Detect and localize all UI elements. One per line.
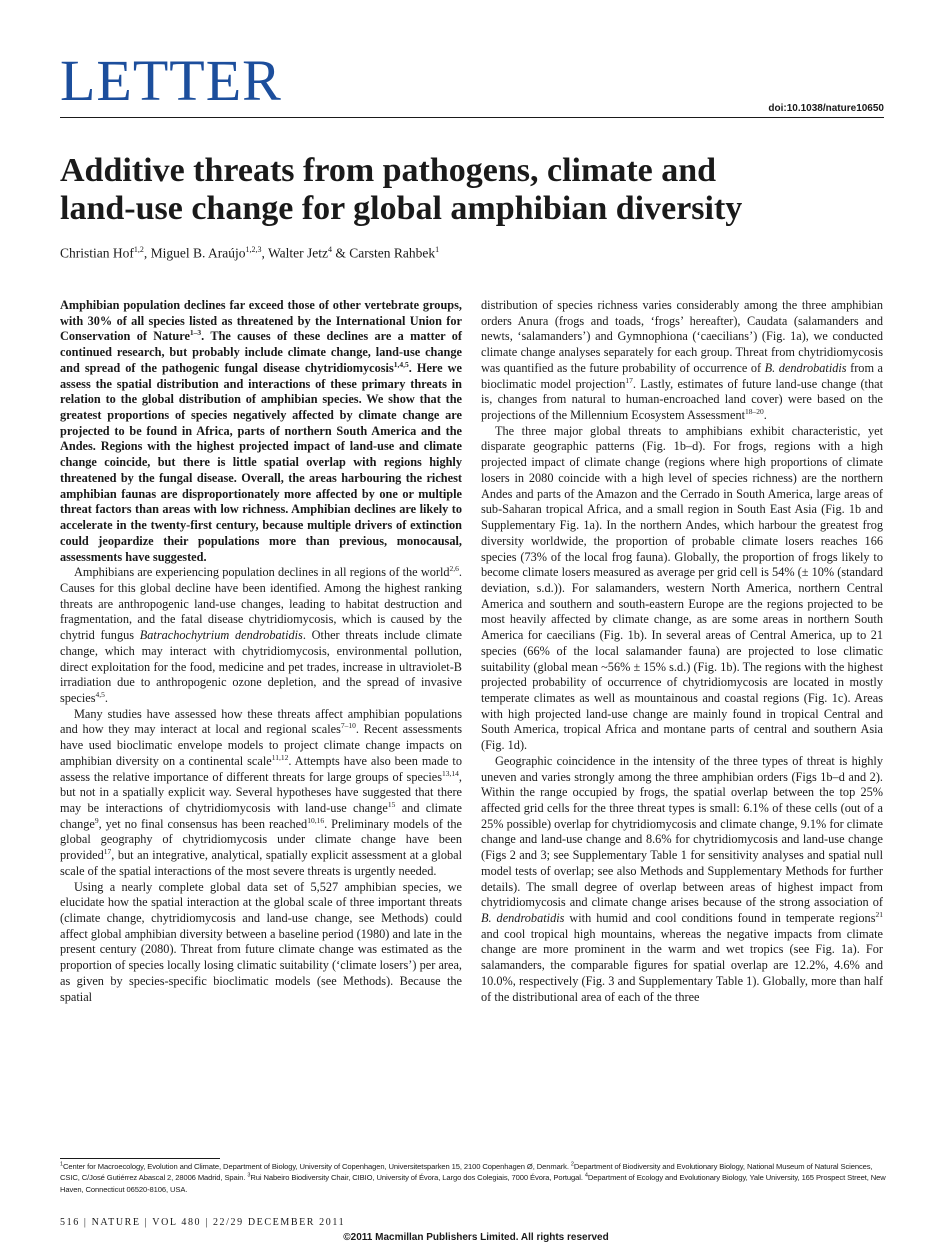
title-line-1: Additive threats from pathogens, climate and — [60, 152, 717, 189]
author-name[interactable]: Carsten Rahbek — [349, 245, 436, 261]
reference-citation[interactable]: 17 — [103, 847, 112, 857]
doi[interactable]: doi:10.1038/nature10650 — [768, 103, 884, 114]
reference-citation[interactable]: 13,14 — [442, 768, 459, 778]
reference-citation[interactable]: 21 — [875, 909, 883, 919]
body-paragraph — [481, 754, 883, 1006]
abstract-paragraph — [60, 298, 462, 565]
text-run: Department of Biodiversity and Evolutionary Biology, National Museum of Natural Sciences, CSIC, C/José Gutiérrez Abascal 2, 28006 Madrid, Spain. — [60, 1162, 873, 1183]
author-name[interactable]: Christian Hof — [60, 245, 134, 261]
text-run: with humid and cool conditions found in temperate regions — [564, 911, 876, 926]
reference-citation[interactable]: 2 — [570, 1161, 574, 1168]
italic-term: B. dendrobatidis — [481, 911, 565, 926]
text-run: , yet no final consensus has been reached — [98, 816, 308, 831]
text-run: and cool tropical high mountains, whereas the negative impacts from climate change are more prominent in the warm and wet tropics (see Fig. 1a). For salamanders, the comparable figures for spatial overlap are 12.2%, 4.6% and 10.0%, respectively (Fig. 3 and Supplementary Table 1). Globally, more than half of the distributional area of each of the three — [481, 926, 883, 1004]
reference-citation[interactable]: 4 — [584, 1172, 588, 1179]
text-run: , but an integrative, analytical, spatially explicit assessment at a global scale of the spatial interactions of the most severe threats is urgently needed. — [60, 848, 462, 878]
reference-citation[interactable]: 7–10 — [340, 721, 356, 731]
text-run: from a bioclimatic model projection — [481, 360, 883, 391]
italic-term: B. dendrobatidis — [764, 360, 847, 375]
body-paragraph — [60, 707, 462, 880]
author-affiliation: 1,2 — [133, 245, 144, 254]
text-run: . Lastly, estimates of future land-use change (that is, changes from natural to human-encroached land cover) were based on the projections of the Millennium Ecosystem Assessment — [481, 376, 884, 423]
author-separator: , — [261, 245, 269, 261]
text-run: Center for Macroecology, Evolution and Climate, Department of Biology, University of Copenhagen, Universitetsparken 15, 2100 Copenhagen Ø, Denmark. — [62, 1162, 571, 1171]
body-paragraph — [481, 424, 883, 754]
text-run: Department of Ecology and Evolutionary Biology, Yale University, 165 Prospect Street, New Haven, Connecticut 06520-8106, USA. — [60, 1173, 886, 1194]
page-folio: 516 | NATURE | VOL 480 | 22/29 DECEMBER 2011 — [60, 1217, 346, 1228]
reference-citation[interactable]: 17 — [625, 375, 633, 385]
reference-citation[interactable]: 3 — [247, 1172, 251, 1179]
reference-citation[interactable]: 1–3 — [189, 328, 202, 338]
reference-citation[interactable]: 4,5 — [95, 689, 105, 699]
text-run: and climate change — [60, 801, 462, 831]
body-paragraph — [60, 565, 462, 706]
header-rule — [60, 117, 884, 118]
reference-citation[interactable]: 1 — [60, 1161, 63, 1168]
text-run: Amphibian population declines far exceed those of other vertebrate groups, with 30% of all species listed as threatened by the International Union for Conservation of Nature — [60, 298, 462, 344]
text-run: , but not in a spatially explicit way. Several hypotheses have suggested that there may be interactions of chytridiomycosis with land-use change — [60, 769, 462, 815]
footnote-rule — [60, 1158, 220, 1159]
text-run: Using a nearly complete global data set of 5,527 amphibian species, we elucidate how the spatial interaction at the global scale of three important threats (climate change, chytridiomycosis and land-use change, see Methods) could affect global amphibian diversity between a baseline period (1980) and late in the present century (2080). Threat from future climate change was estimated as the proportion of species locally losing climatic suitability (‘climate losers’) per area, as given by species-specific bioclimatic models (see Methods). Because the spatial — [60, 879, 462, 1004]
author-affiliation: 4 — [328, 245, 333, 254]
text-run: Geographic coincidence in the intensity of the three types of threat is highly uneven and varies strongly among the three amphibian orders (Figs 1b–d and 2). Within the range occupied by frogs, the spatial overlap between the top 25% affected grid cells for the three threat types is small: 6.1% of these cells (out of a 25% possible) overlap for chytridiomycosis and climate change, 9.1% for climate change and land-use change and 8.6% for chytridiomycosis and land-use change (Figs 2 and 3; see Supplementary Table 1 for sensitivity analyses and spatial null model tests of overlap; see also Methods and Supplementary Methods for further details). The small degree of overlap between areas of highest impact from chytridiomycosis and climate change arises because of the strong association of — [481, 753, 883, 910]
reference-citation[interactable]: 18–20 — [745, 406, 764, 416]
author-affiliation: 1,2,3 — [245, 245, 262, 254]
text-run: . Here we assess the spatial distribution and interactions of these primary threats in relation to the global distribution of amphibian species. We show that the greatest proportions of species negatively affected by climate change are projected to be found in Africa, parts of northern South America and the Andes. Regions with the highest projected impact of land-use and climate change coincide, but there is little spatial overlap with regions highly threatened by the fungal disease. Overall, the areas harbouring the richest amphibian faunas are disproportionately more affected by one or multiple threat factors than areas with low richness. Amphibian declines are likely to accelerate in the twenty-first century, because multiple drivers of extinction could jeopardize their populations more than previous, monocausal, assessments have suggested. — [60, 360, 462, 564]
text-run: Amphibians are experiencing population declines in all regions of the world — [74, 565, 450, 580]
text-run: distribution of species richness varies considerably among the three amphibian orders Anura (frogs and toads, ‘frogs’ hereafter), Caudata (salamanders and newts, ‘salamanders’) and Gymnophiona (‘caecilians’) (Fig. 1a), we conducted climate change analyses separately for each group. Threat from chytridiomycosis was quantified as the future probability of occurrence of — [481, 298, 883, 375]
author-name[interactable]: Walter Jetz — [268, 245, 329, 261]
text-run: . Recent assessments have used bioclimatic envelope models to project climate change impacts on amphibian diversity on a continental scale — [60, 722, 462, 768]
title-line-2: land-use change for global amphibian diversity — [60, 190, 743, 227]
author-name[interactable]: Miguel B. Araújo — [150, 245, 246, 261]
author-separator: , — [143, 245, 151, 261]
affiliation-footnotes — [60, 1161, 886, 1195]
text-run: . Attempts have also been made to assess the relative importance of different threats for large groups of species — [60, 753, 463, 784]
author-separator: & — [332, 245, 350, 261]
text-run: . — [104, 690, 108, 705]
body-paragraph — [60, 880, 462, 1006]
reference-citation[interactable]: 1,4,5 — [393, 359, 409, 369]
reference-citation[interactable]: 10,16 — [307, 815, 325, 825]
text-run: . Causes for this global decline have been identified. Among the highest ranking threats are anthropogenic land-use changes, leading to habitat destruction and fragmentation, and the fatal disease chytridiomycosis, which is caused by the chytrid fungus — [60, 565, 462, 643]
body-paragraph — [481, 298, 883, 424]
affiliation-footnote-text — [60, 1161, 886, 1195]
right-text-column — [481, 298, 883, 1005]
text-run: . Preliminary models of the global geography of chytridiomycosis under climate change have been provided — [60, 816, 462, 863]
copyright-notice: ©2011 Macmillan Publishers Limited. All rights reserved — [343, 1232, 609, 1243]
article-title — [60, 152, 890, 228]
author-affiliation: 1 — [435, 245, 440, 254]
text-run: Many studies have assessed how these threats affect amphibian populations and how they may interact at local and regional scales — [60, 706, 462, 737]
text-run: . The causes of these declines are a matter of continued research, but probably include climate change, land-use change and spread of the pathogenic fungal disease chytridiomycosis — [60, 329, 462, 375]
text-run: The three major global threats to amphibians exhibit characteristic, yet disparate geographic patterns (Fig. 1b–d). For frogs, regions with a high projected impact of climate change (regions where high proportions of climate losers in 2080 coincide with a high level of species richness) are the northern Andes and parts of the Amazon and the Cerrado in South America, large areas of sub-Saharan tropical Africa, and a small region in South East Asia (Fig. 1b and Supplementary Fig. 1a). In the northern Andes, which harbour the greatest frog diversity worldwide, the proportion of probable climate losers reaches 166 species (73% of the local frog fauna). Globally, the proportion of frogs likely to become climate losers measured as average per grid cell is 54% (± 10% (standard deviation, s.d.)). For salamanders, western North America, northern Central America and southern and south-eastern Europe are the regions projected to be most heavily affected by climate change, as are some areas in northern South America for caecilians (Fig. 1b). In several areas of Central America, up to 21 species (66% of the local salamander fauna) are projected to lose climatic suitability (global mean ~56% ± 15% s.d.) (Fig. 1b). The regions with the highest projected probability of occurrence of chytridiomycosis are located in mostly temperate climates as well as mountainous and coastal regions (Fig. 1c). Areas with high projected land-use change are mainly found in tropical Central and South America, tropical Africa and montane parts of central and southern Asia (Fig. 1d). — [481, 423, 883, 753]
left-text-column — [60, 298, 462, 1005]
reference-citation[interactable]: 9 — [94, 815, 99, 825]
reference-citation[interactable]: 11,12 — [271, 752, 289, 762]
author-list — [60, 245, 439, 262]
italic-term: Batrachochytrium dendrobatidis — [139, 628, 303, 643]
text-run: Rui Nabeiro Biodiversity Chair, CIBIO, University of Évora, Largo dos Colegiais, 7000 Évora, Portugal. — [250, 1173, 585, 1183]
text-run: . Other threats include climate change, which may interact with chytridiomycosis, environmental pollution, direct exploitation for the food, medicine and pet trades, increase in ultraviolet-B irradiation due to anthropogenic ozone depletion, and the spread of invasive species — [60, 628, 462, 705]
reference-citation[interactable]: 15 — [387, 799, 396, 809]
article-type-label: LETTER — [60, 48, 282, 113]
reference-citation[interactable]: 2,6 — [449, 564, 459, 574]
text-run: . — [763, 408, 767, 423]
